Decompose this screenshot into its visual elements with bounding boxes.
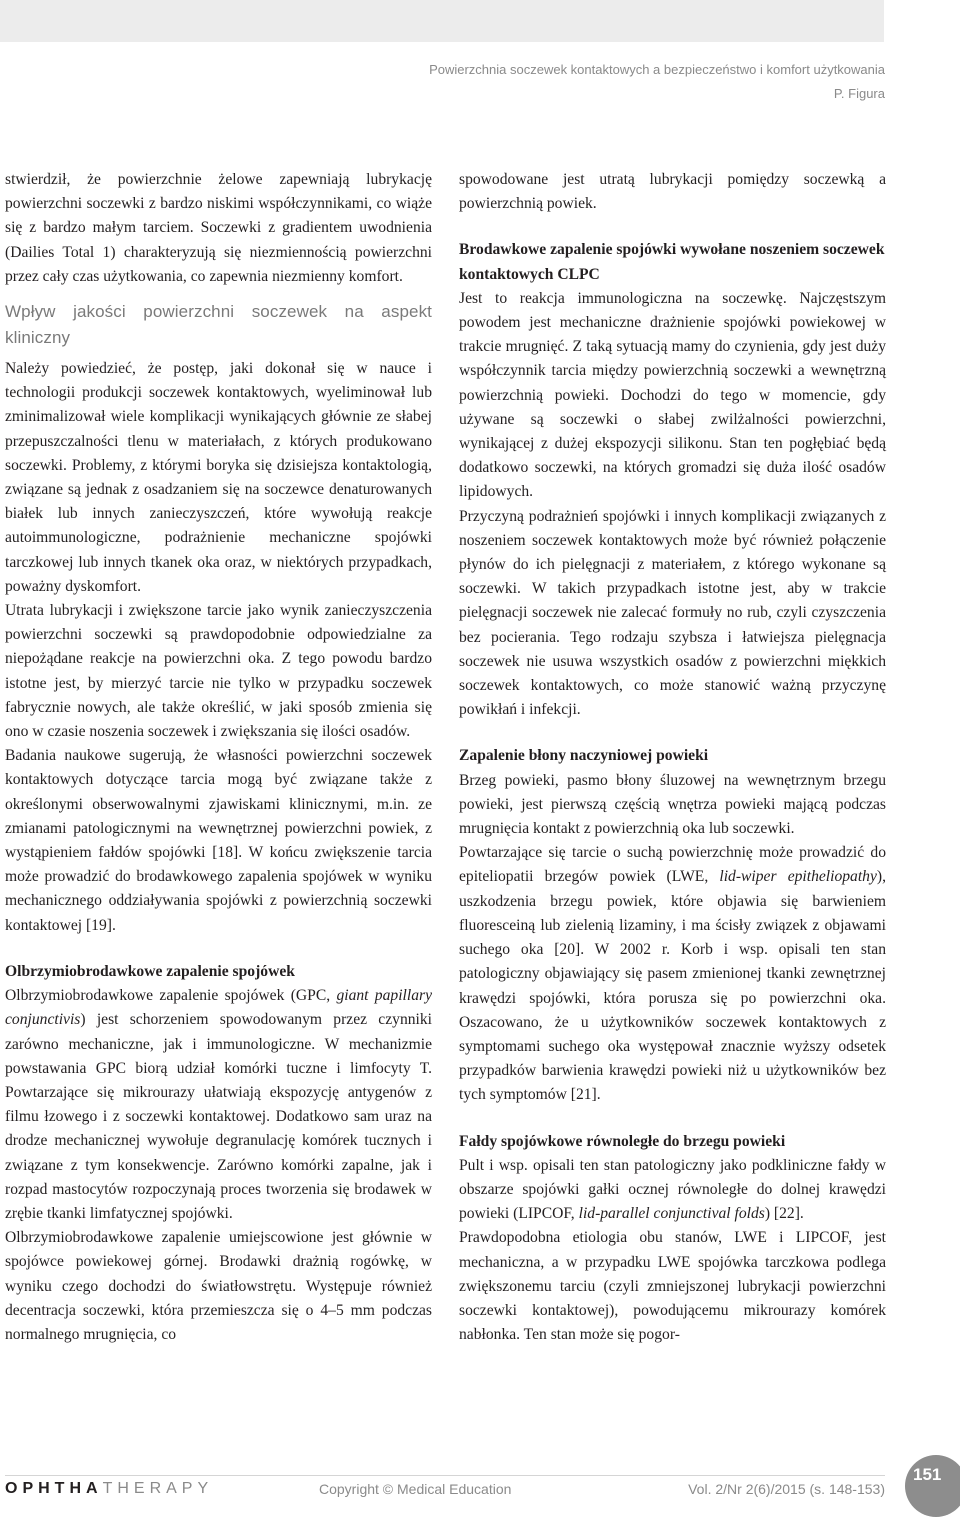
page-number-badge: 151 [905,1455,960,1517]
paragraph: Utrata lubrykacji i zwiększone tarcie jako wynik zanieczyszczenia powierzchni soczewki są prawdopodobnie odpowiedzialne za niepożądane reakcje na powierzchni oka. Z tego powodu bardzo istotne jest, by mierzyć tarcie nie tylko w przypadku soczewek fabrycznie nowych, ale także określić, w jaki sposób zmienia się ono w czasie noszenia soczewek i zwiększania się ilości osadów. [5,602,432,741]
top-gray-bar [0,0,884,42]
paragraph: Przyczyną podrażnień spojówki i innych komplikacji związanych z noszeniem soczewek kontaktowych może być również połączenie płynów do ich pielęgnacji z materiałem, z którego wykonane są soczewki. W takich przypadkach istotne jest, aby w trakcie pielęgnacji soczewek nie zalecać formuły no rub, czyli czyszczenia bez pocierania. Tego rodzaju szybsza i łatwiejsza pielęgnacja soczewek nie usuwa wszystkich osadów z powierzchni miękkich soczewek kontaktowych, co może stanowić ważną przyczynę powikłań i infekcji. [459,507,886,719]
latin-term: lid-wiper epitheliopathy [719,868,877,886]
volume-info: Vol. 2/Nr 2(6)/2015 (s. 148-153) [688,1481,885,1497]
running-header [429,58,885,106]
paragraph: Powtarzające się tarcie o suchą powierzchnię może prowadzić do epiteliopatii brzegów powiek (LWE, lid-wiper epitheliopathy), uszkodzenia brzegu powiek, które objawia się barwieniem fluoresceiną lub zielenią lizaminy, i ma ścisły związek z objawami suchego oka [20]. W 2002 r. Korb i wsp. opisali ten stan patologiczny objawiający się pasem zmienionej tkanki zewnętrznej krawędzi spojówki, która porusza się po powierzchni oka. Oszacowano, że u użytkowników soczewek kontaktowych z symptomami suchego oka występował znacznie wyższy odsetek przypadków barwienia krawędzi powieki niż u użytkowników bez tych symptomów [21]. [459,844,886,1104]
journal-logo: OPHTHATHERAPY [5,1480,214,1497]
section-heading-clinical: Wpływ jakości powierzchni soczewek na aspekt kliniczny [5,302,432,348]
subheading-lipcof: Fałdy spojówkowe równoległe do brzegu powieki [459,1132,786,1150]
footer-divider [5,1475,885,1476]
subheading-gpc: Olbrzymiobrodawkowe zapalenie spojówek [5,962,295,980]
paragraph: Olbrzymiobrodawkowe zapalenie spojówek (GPC, giant papillary conjunctivis) jest schorzeniem spowodowanym przez czynniki zarówno mechaniczne, jak i immunologiczne. W mechanizmie powstawania GPC biorą udział komórki tuczne i limfocyty T. Powtarzające się mikrourazy ułatwiają ekspozycję antygenów z filmu łzowego i z soczewki kontaktowej. Dodatkowo sam uraz na drodze mechanicznej wywołuje degranulację komórek tucznych i związane z tym konsekwencje. Zarówno komórki zapalne, jak i rozpad mastocytów rozpoczynają proces tworzenia się brodawek w zrębie tkanki limfatycznej spojówki. [5,987,432,1222]
left-column [5,168,432,1347]
paragraph: Badania naukowe sugerują, że własności powierzchni soczewek kontaktowych dotyczące tarcia mogą być związane także z określonymi obserwowalnymi zjawiskami klinicznymi, m.in. ze zmianami patologicznymi na wewnętrznej powierzchni powiek, z wystąpieniem fałdów spojówki [18]. W końcu zwiększenie tarcia może prowadzić do brodawkowego zapalenia spojówek w wyniku mechanicznego oddziaływania spojówki z powierzchnią soczewki kontaktowej [19]. [5,747,432,934]
paragraph: Olbrzymiobrodawkowe zapalenie umiejscowione jest głównie w spojówce powiekowej górnej. Brodawki drażnią rogówkę, w wyniku czego dochodzi do światłowstrętu. Występuje również decentracja soczewki, która przemieszcza się o 4–5 mm podczas normalnego mrugnięcia, co [5,1229,432,1343]
right-column [459,168,886,1347]
paragraph: stwierdził, że powierzchnie żelowe zapewniają lubrykację powierzchni soczewki z bardzo niskimi współczynnikami, co wiąże się z bardzo małym tarciem. Soczewki z gradientem uwodnienia (Dailies Total 1) charakteryzują się niezmiennością powierzchni przez cały czas użytkowania, co zapewnia niezmienny komfort. [5,171,432,285]
paragraph: Należy powiedzieć, że postęp, jaki dokonał się w nauce i technologii produkcji soczewek kontaktowych, wyeliminował lub zminimalizował wiele komplikacji wynikających głównie ze słabej przepuszczalności tlenu w materiałach, z których produkowano soczewki. Problemy, z którymi boryka się dzisiejsza kontaktologią, związane są jednak z osadzaniem się na soczewce denaturowanych białek lub innych zanieczyszczeń, które wywołują reakcje autoimmunologiczne, podrażnienie mechaniczne spojówki tarczkowej lub innych tkanek oka oraz, w niektórych przypadkach, poważny dyskomfort. [5,360,432,595]
paragraph: Pult i wsp. opisali ten stan patologiczny jako podkliniczne fałdy w obszarze spojówki gałki ocznej równoległe do dolnej krawędzi powieki (LIPCOF, lid-parallel conjunctival folds) [22]. [459,1156,886,1223]
paragraph: Prawdopodobna etiologia obu stanów, LWE i LIPCOF, jest mechaniczna, a w przypadku LWE spojówka tarczkowa podlega zwiększonemu tarciu (czyli zmniejszonej lubrykacji powierzchni soczewki kontaktowej), powodującemu mikrourazy komórek nabłonka. Ten stan może się pogor- [459,1229,886,1344]
latin-term: lid-parallel conjunctival folds [578,1205,765,1223]
running-title: Powierzchnia soczewek kontaktowych a bezpieczeństwo i komfort użytkowania [429,62,885,77]
running-author: P. Figura [833,86,885,101]
paragraph: Jest to reakcja immunologiczna na soczewkę. Najczęstszym powodem jest mechaniczne drażnienie spojówki powiekowej w trakcie mrugnięć. Z taką sytuacją mamy do czynienia, gdy jest duży współczynnik tarcia między powierzchnią soczewki a wewnętrzną powierzchnią powieki. Dochodzi do tego w momencie, gdy używane są soczewki o słabej zwilżalności powierzchni, wynikającej z dużej ekspozycji silikonu. Stan ten pogłębiać będą dodatkowo soczewki, na których gromadzi się duża ilość osadów lipidowych. [459,289,886,501]
subheading-lid: Zapalenie błony naczyniowej powieki [459,747,709,765]
paragraph: Brzeg powieki, pasmo błony śluzowej na wewnętrznym brzegu powieki, jest pierwszą częścią wnętrza powieki mającą podczas mrugnięcia kontakt z powierzchnią oka lub soczewki. [459,771,886,838]
paragraph: spowodowane jest utratą lubrykacji pomiędzy soczewką a powierzchnią powiek. [459,171,886,213]
subheading-clpc: Brodawkowe zapalenie spojówki wywołane noszeniem soczewek kontaktowych CLPC [459,241,885,283]
copyright-text: Copyright © Medical Education [319,1481,512,1497]
latin-term: giant papillary conjunctivis [5,987,432,1029]
footer [5,1479,885,1505]
